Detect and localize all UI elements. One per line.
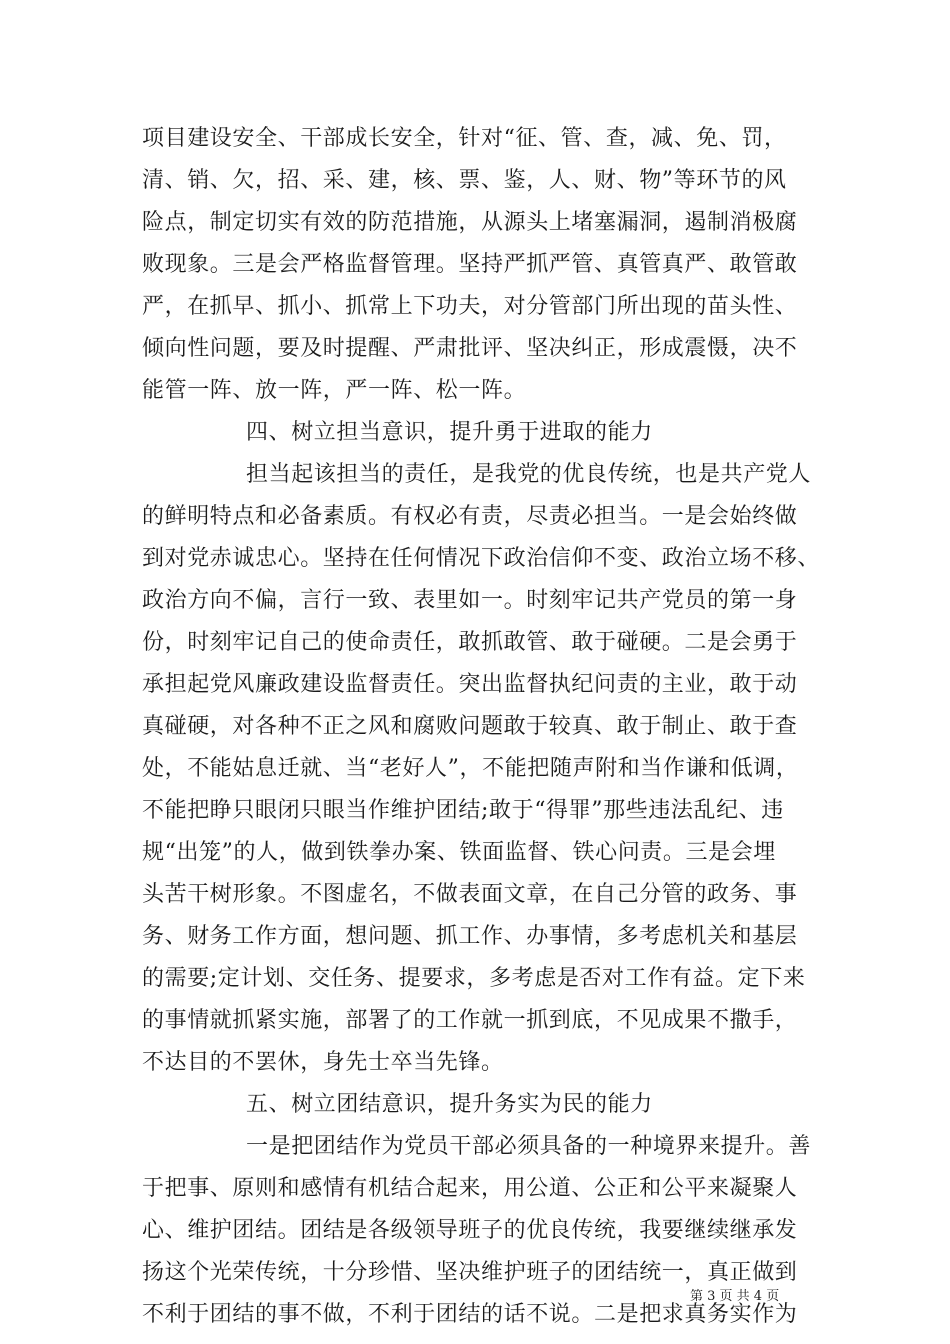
paragraph-first-line: 一是把团结作为党员干部必须具备的一种境界来提升。善 xyxy=(246,1134,812,1159)
text-line: 的鲜明特点和必备素质。有权必有责，尽责必担当。一是会始终做 xyxy=(142,504,798,529)
text-line: 处，不能姑息迁就、当“老好人”，不能把随声附和当作谦和低调， xyxy=(142,756,799,781)
text-line: 倾向性问题，要及时提醒、严肃批评、坚决纠正，形成震慑，决不 xyxy=(142,336,798,361)
text-line: 规“出笼”的人，做到铁拳办案、铁面监督、铁心问责。三是会埋 xyxy=(142,840,776,865)
page-number: 第 3 页 共 4 页 xyxy=(690,1289,780,1304)
text-line: 扬这个光荣传统，十分珍惜、坚决维护班子的团结统一，真正做到 xyxy=(142,1260,798,1285)
text-line: 不能把睁只眼闭只眼当作维护团结;敢于“得罪”那些违法乱纪、违 xyxy=(142,798,784,823)
text-line: 政治方向不偏，言行一致、表里如一。时刻牢记共产党员的第一身 xyxy=(142,588,798,613)
section-heading: 四、树立担当意识，提升勇于进取的能力 xyxy=(246,420,653,445)
text-line: 的需要;定计划、交任务、提要求，多考虑是否对工作有益。定下来 xyxy=(142,966,806,991)
text-line: 不达目的不罢休，身先士卒当先锋。 xyxy=(142,1050,504,1075)
text-line: 心、维护团结。团结是各级领导班子的优良传统，我要继续继承发 xyxy=(142,1218,798,1243)
text-line: 承担起党风廉政建设监督责任。突出监督执纪问责的主业，敢于动 xyxy=(142,672,798,697)
section-heading: 五、树立团结意识，提升务实为民的能力 xyxy=(246,1092,653,1117)
text-line: 真碰硬，对各种不正之风和腐败问题敢于较真、敢于制止、敢于查 xyxy=(142,714,798,739)
text-line: 能管一阵、放一阵，严一阵、松一阵。 xyxy=(142,378,527,403)
text-line: 败现象。三是会严格监督管理。坚持严抓严管、真管真严、敢管敢 xyxy=(142,252,798,277)
paragraph-first-line: 担当起该担当的责任，是我党的优良传统，也是共产党人 xyxy=(246,462,812,487)
text-line: 到对党赤诚忠心。坚持在任何情况下政治信仰不变、政治立场不移、 xyxy=(142,546,821,571)
text-line: 不利于团结的事不做，不利于团结的话不说。二是把求真务实作为 xyxy=(142,1302,798,1327)
text-line: 务、财务工作方面，想问题、抓工作、办事情，多考虑机关和基层 xyxy=(142,924,798,949)
text-line: 的事情就抓紧实施，部署了的工作就一抓到底，不见成果不撒手， xyxy=(142,1008,798,1033)
text-line: 头苦干树形象。不图虚名，不做表面文章，在自己分管的政务、事 xyxy=(142,882,798,907)
text-line: 险点，制定切实有效的防范措施，从源头上堵塞漏洞，遏制消极腐 xyxy=(142,210,798,235)
text-line: 严，在抓早、抓小、抓常上下功夫，对分管部门所出现的苗头性、 xyxy=(142,294,798,319)
text-line: 份，时刻牢记自己的使命责任，敢抓敢管、敢于碰硬。二是会勇于 xyxy=(142,630,798,655)
text-line: 项目建设安全、干部成长安全，针对“征、管、查，减、免、罚， xyxy=(142,126,787,151)
text-line: 清、销、欠，招、采、建，核、票、鉴，人、财、物”等环节的风 xyxy=(142,168,787,193)
text-line: 于把事、原则和感情有机结合起来，用公道、公正和公平来凝聚人 xyxy=(142,1176,798,1201)
